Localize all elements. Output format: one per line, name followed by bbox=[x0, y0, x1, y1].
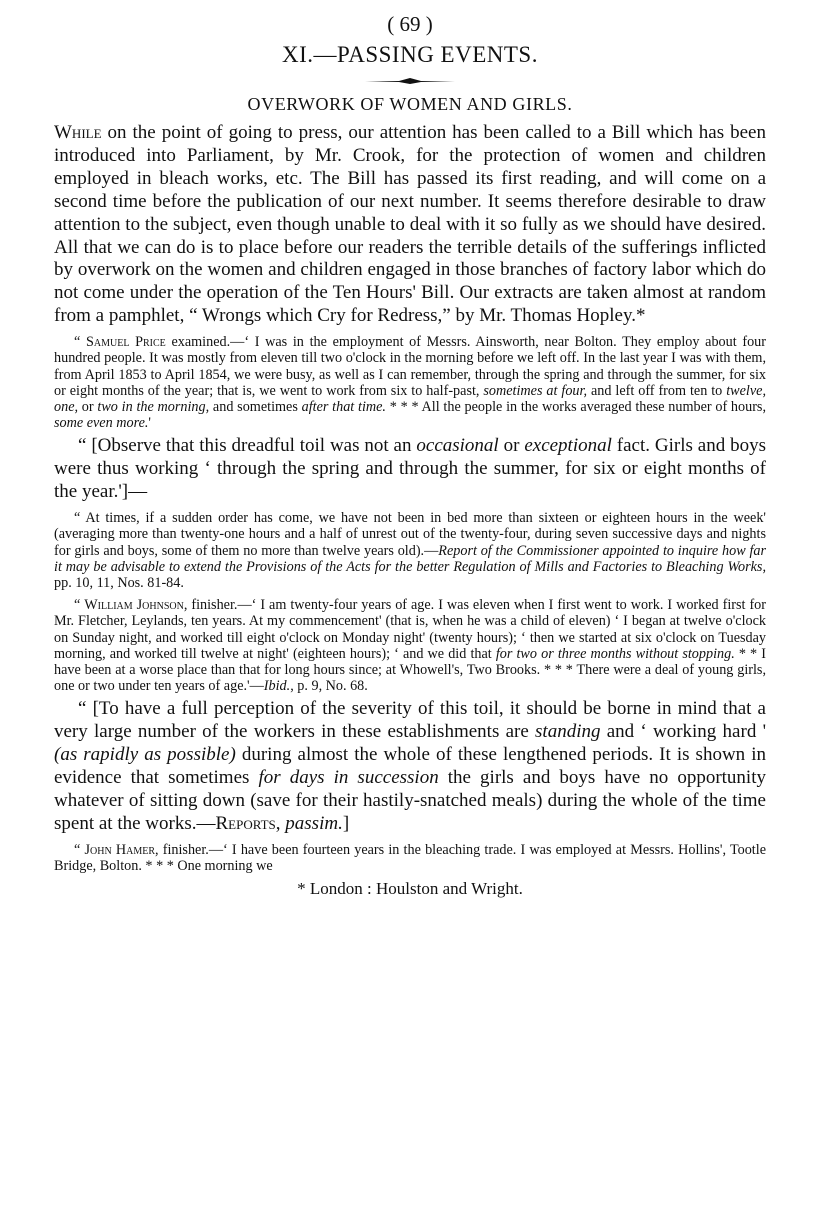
footnote: * London : Houlston and Wright. bbox=[297, 879, 523, 899]
commentary-severity bbox=[54, 698, 766, 835]
commentary-text: “ [Observe that this dreadful toil was not an bbox=[78, 435, 417, 457]
commentary-text: and ‘ working hard ' bbox=[600, 721, 766, 743]
quote-open: “ bbox=[74, 334, 86, 351]
quote-text: “ At times, if a sudden order has come, we have not been in bed more than sixteen or eighteen hours in the week' (averaging more than twenty-one hours and a half of unrest out of the twenty-four, during seven successive days and nights for girls and boys, some of them no more than twelve years old).— bbox=[54, 510, 766, 559]
quote-text: or bbox=[78, 398, 98, 415]
quote-text: , p. 9, No. 68. bbox=[290, 678, 368, 695]
commentary-text: or bbox=[498, 435, 525, 457]
commentary-text: ] bbox=[342, 812, 350, 834]
quote-william-johnson bbox=[54, 597, 766, 694]
section-title: XI.—PASSING EVENTS. bbox=[282, 42, 538, 67]
quote-open: “ bbox=[74, 597, 85, 614]
quote-text: examined.—‘ I was in the employment of Messrs. Ainsworth, near Bolton. They employ about four hundred people. It was mostly from eleven till two o'clock in the morning before we left off. In the last year I was with them, from April 1853 to April 1854, we were busy, as well as I can remember, through the spring and through the summer, for six or eight months of the year; that is, we went to work from six to half-past, bbox=[54, 334, 766, 399]
quote-text: , finisher.—‘ I have been fourteen years in the bleaching trade. I was employed at Messrs. Hollins', Tootle Bridge, Bolton. * * * One morning we bbox=[54, 841, 766, 874]
commentary-text: “ [To have a full perception of the severity of this toil, it should be borne in mind that a very large number of the workers in these establishments are bbox=[54, 698, 766, 743]
quote-text: pp. 10, 11, Nos. 81-84. bbox=[54, 574, 184, 591]
witness-name: John Hamer bbox=[84, 841, 155, 858]
reports-reference: Reports bbox=[215, 812, 276, 834]
ornament-rule-icon bbox=[365, 76, 455, 86]
quote-text: and left off from ten to bbox=[587, 382, 727, 399]
commentary-emphasis: passim. bbox=[285, 812, 343, 834]
quote-emphasis: sometimes at four, bbox=[483, 382, 588, 399]
quote-text: * * I have been at a worse place than that for long hours since; at Whowell's, Two Brooks. * * * There were a deal of young girls, one or two under ten years of age.'— bbox=[54, 645, 766, 695]
quote-text: and sometimes bbox=[209, 398, 302, 415]
page-number: ( 69 ) bbox=[387, 12, 433, 36]
commentary-emphasis: exceptional bbox=[524, 435, 612, 457]
commentary-observe bbox=[54, 435, 766, 504]
quote-text: , finisher.—‘ I am twenty-four years of age. I was eleven when I first went to work. I worked first for Mr. Fletcher, Leylands, ten years. At my commencement' (that is, when he was a child of eleven) ‘ I began at twelve o'clock on Sunday night, and worked till eight o'clock on Monday night' (twenty hours); ‘ then we started at six o'clock on Tuesday morning, and worked till twelve at night' (eighteen hours); ‘ and we did that bbox=[54, 597, 766, 662]
quote-samuel-price bbox=[54, 334, 766, 431]
report-citation: Report of the Commissioner appointed to inquire how far it may be advisable to extend the Provisions of the Acts for the better Regulation of Mills and Factories to Bleaching Works, bbox=[54, 542, 767, 575]
quote-emphasis: two in the morning, bbox=[97, 398, 210, 415]
quote-open: “ bbox=[74, 841, 85, 858]
quote-emphasis: for two or three months without stopping. bbox=[495, 645, 735, 662]
quote-emphasis: after that time. bbox=[301, 398, 386, 415]
commentary-emphasis: occasional bbox=[416, 435, 499, 457]
witness-name: Samuel Price bbox=[85, 334, 166, 351]
commentary-text: fact. Girls and boys were thus working ‘ through the spring and through the summer, for six or eight months of the year.']— bbox=[54, 435, 766, 503]
intro-lead-word: While bbox=[54, 122, 102, 143]
quote-report bbox=[54, 510, 766, 591]
intro-paragraph bbox=[54, 122, 766, 328]
article-title: OVERWORK OF WOMEN AND GIRLS. bbox=[247, 94, 573, 114]
commentary-text: the girls and boys have no opportunity whatever of sitting down (save for their hastily-snatched meals) during the whole of the time spent at the works.— bbox=[54, 767, 766, 834]
commentary-emphasis: for days in succession bbox=[258, 767, 439, 789]
commentary-emphasis: standing bbox=[535, 721, 601, 743]
quote-emphasis: some even more. bbox=[54, 415, 149, 432]
quote-emphasis: twelve, one, bbox=[54, 382, 766, 415]
intro-text: on the point of going to press, our attention has been called to a Bill which has been introduced into Parliament, by Mr. Crook, for the protection of women and children employed in bleach works, etc. The Bill has passed its first reading, and will come on a second time before the publication of our next number. It seems therefore desirable to draw attention to the subject, even though unable to deal with it so fully as we should have desired. All that we can do is to place before our readers the terrible details of the sufferings inflicted by overwork on the women and children engaged in those branches of factory labor which do not come under the operation of the Ten Hours' Bill. Our extracts are taken almost at random from a pamphlet, “ Wrongs which Cry for Redress,” by Mr. Thomas Hopley.* bbox=[54, 122, 766, 327]
commentary-emphasis: (as rapidly as possible) bbox=[54, 744, 236, 766]
commentary-text: during almost the whole of these lengthened periods. It is shown in evidence that sometimes bbox=[54, 744, 767, 789]
quote-text: ' bbox=[148, 415, 151, 432]
commentary-text: , bbox=[275, 812, 286, 834]
quote-citation: Ibid. bbox=[263, 678, 291, 695]
witness-name: William Johnson bbox=[84, 597, 184, 614]
quote-text: * * * All the people in the works averaged these number of hours, bbox=[385, 398, 767, 415]
page bbox=[54, 10, 766, 900]
quote-john-hamer bbox=[54, 842, 766, 874]
